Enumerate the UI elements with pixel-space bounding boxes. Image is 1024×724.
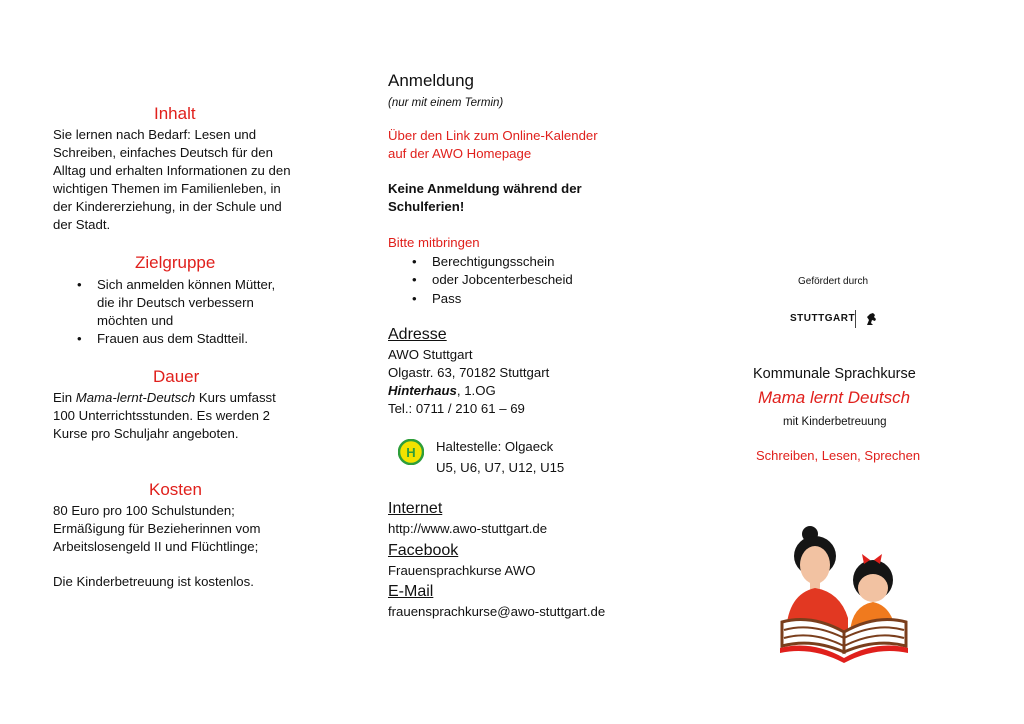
zielgruppe-item-cont: die ihr Deutsch verbessern [97,295,254,310]
phone-number[interactable]: Tel.: 0711 / 210 61 – 69 [388,401,525,416]
stuttgart-logo: STUTTGART [790,308,882,330]
kosten-line: Ermäßigung für Bezieherinnen vom [53,521,261,536]
kinderbetreuung-label: mit Kinderbetreuung [783,416,887,428]
mother-daughter-reading-illustration [778,522,913,664]
inhalt-line: Sie lernen nach Bedarf: Lesen und [53,127,257,142]
kosten-note: Die Kinderbetreuung ist kostenlos. [53,574,254,589]
inhalt-line: wichtigen Themen im Familienleben, in [53,181,281,196]
mitbringen-item: • Pass [432,290,461,308]
inhalt-heading: Inhalt [154,104,196,123]
kosten-line: 80 Euro pro 100 Schulstunden; [53,503,235,518]
bus-stop-icon [398,439,424,465]
inhalt-line: der Stadt. [53,217,111,232]
email-heading: E-Mail [388,583,434,600]
brand-title: Mama lernt Deutsch [758,388,911,407]
gefoerdert-label: Gefördert durch [798,276,869,287]
anmeldung-sub: (nur mit einem Termin) [388,97,504,109]
haltestelle-line: Haltestelle: Olgaeck [436,439,554,454]
anmeldung-heading: Anmeldung [388,71,475,90]
online-kalender-link[interactable]: Über den Link zum Online-Kalender [388,128,598,143]
adresse-line: Hinterhaus, 1.OG [388,383,496,398]
email-link[interactable]: frauensprachkurse@awo-stuttgart.de [388,604,606,619]
internet-heading: Internet [388,500,443,517]
inhalt-line: Schreiben, einfaches Deutsch für den [53,145,273,160]
adresse-line: Olgastr. 63, 70182 Stuttgart [388,365,550,380]
haltestelle-line: U5, U6, U7, U12, U15 [436,460,565,475]
facebook-link[interactable]: Frauensprachkurse AWO [388,563,536,578]
zielgruppe-item-cont: möchten und [97,313,174,328]
website-link[interactable]: http://www.awo-stuttgart.de [388,521,548,536]
adresse-line: AWO Stuttgart [388,347,473,362]
dauer-line: 100 Unterrichtsstunden. Es werden 2 [53,408,270,423]
kosten-line: Arbeitslosengeld II und Flüchtlinge; [53,539,259,554]
mitbringen-heading: Bitte mitbringen [388,235,480,250]
online-kalender-link[interactable]: auf der AWO Homepage [388,146,532,161]
zielgruppe-item: • Sich anmelden können Mütter, [97,276,275,294]
ferien-note: Schulferien! [388,199,465,214]
dauer-heading: Dauer [153,367,200,386]
ferien-note: Keine Anmeldung während der [388,181,582,196]
inhalt-line: der Kindererziehung, in der Schule und [53,199,282,214]
dauer-line: Ein Mama-lernt-Deutsch Kurs umfasst [53,390,276,405]
bus-stop-letter: H [406,445,416,460]
inhalt-line: Alltag und erhalten Informationen zu den [53,163,291,178]
kosten-heading: Kosten [149,480,202,499]
zielgruppe-item: • Frauen aus dem Stadtteil. [97,330,248,348]
facebook-heading: Facebook [388,542,459,559]
dauer-line: Kurse pro Schuljahr angeboten. [53,426,239,441]
zielgruppe-heading: Zielgruppe [135,253,216,272]
horse-icon [864,311,878,327]
slogan: Schreiben, Lesen, Sprechen [756,448,921,463]
mitbringen-item: • oder Jobcenterbescheid [432,271,573,289]
kurs-title: Kommunale Sprachkurse [753,366,916,382]
mitbringen-item: • Berechtigungsschein [432,253,554,271]
adresse-heading: Adresse [388,326,447,343]
